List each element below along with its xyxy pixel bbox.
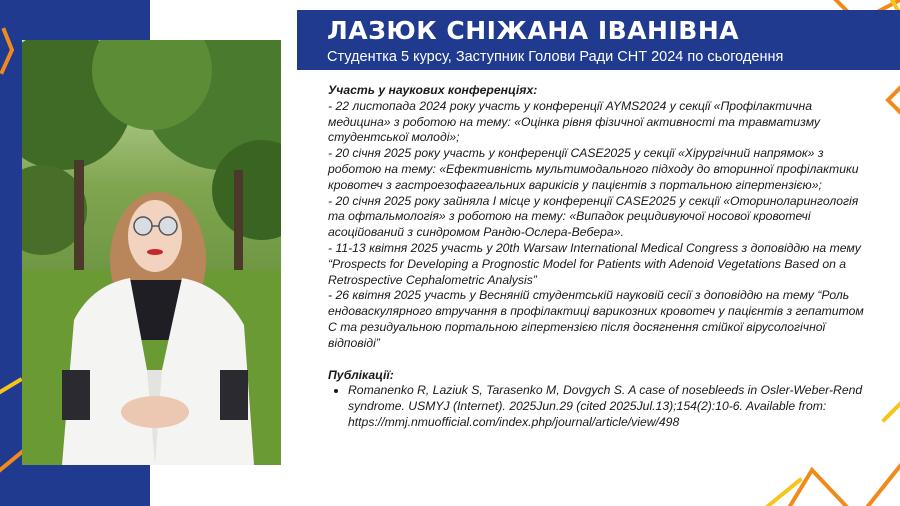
orange-stripe-bottom-right-2	[868, 466, 900, 506]
conference-item: - 20 січня 2025 року участь у конференції CASE2025 у секції «Хірургічний напрямок» з роботою на тему: «Ефективність мультимодального підходу до вторинної профілактики кровотеч з гастроезофагеальних варикісів у пацієнтів з портальною гіпертензією»;	[328, 146, 859, 192]
conferences-heading: Участь у наукових конференціях:	[328, 83, 538, 97]
publications-heading: Публікації:	[328, 367, 394, 382]
publications-list	[328, 383, 873, 430]
yellow-stripe-right-low	[884, 404, 900, 420]
conference-item: - 22 листопада 2024 року участь у конференції AYMS2024 у секції «Профілактична медицина» з роботою на тему: «Оцінка рівня фізичної активності та травматизму студентської молоді»;	[328, 98, 821, 145]
section-spacer	[328, 352, 873, 368]
orange-stripe-right-mid	[888, 88, 900, 112]
yellow-stripe-bottom-right	[768, 480, 800, 506]
conference-item: - 26 квітня 2025 участь у Весняній студентській науковій сесії з доповіддю на тему “Роль ендоваскулярного втручання в профілактиці варикозних кровотеч у пацієнтів з гепатитом С та резидуальною портальною гіпертензією після досягнення стійкої вірусологічної відповіді”	[328, 288, 864, 350]
header-banner	[297, 10, 900, 70]
person-role: Студентка 5 курсу, Заступник Голови Ради СНТ 2024 по сьогодення	[327, 49, 784, 65]
publication-item: • Romanenko R, Laziuk S, Tarasenko M, Dovgych S. A case of nosebleeds in Osler-Weber-Rend syndrome. USMYJ (Internet). 2025Jun.29 (cited 2025Jul.13);154(2):10-6. Available from: https://mmj.nmuofficial.com/index.php/journal/article/view/498	[348, 383, 873, 430]
conference-item: - 11-13 квітня 2025 участь у 20th Warsaw International Medical Congress з доповіддю на темy “Prospects for Developing a Prognostic Model for Patients with Adenoid Vegetations Based on a Retrospective Cephalometric Analysis”	[328, 240, 861, 287]
person-name: ЛАЗЮК СНІЖАНА ІВАНІВНА	[327, 16, 740, 45]
orange-stripe-bottom-right	[790, 470, 846, 506]
main-content	[328, 83, 873, 431]
conference-item: - 20 січня 2025 року зайняла І місце у конференції CASE2025 у секції «Оториноларингологія та офтальмологія» з роботою на тему: «Випадок рецидивуючої носової кровотечі асоційований з синдромом Рандю-Ослера-Вебера».	[328, 193, 859, 240]
profile-photo	[22, 40, 281, 465]
